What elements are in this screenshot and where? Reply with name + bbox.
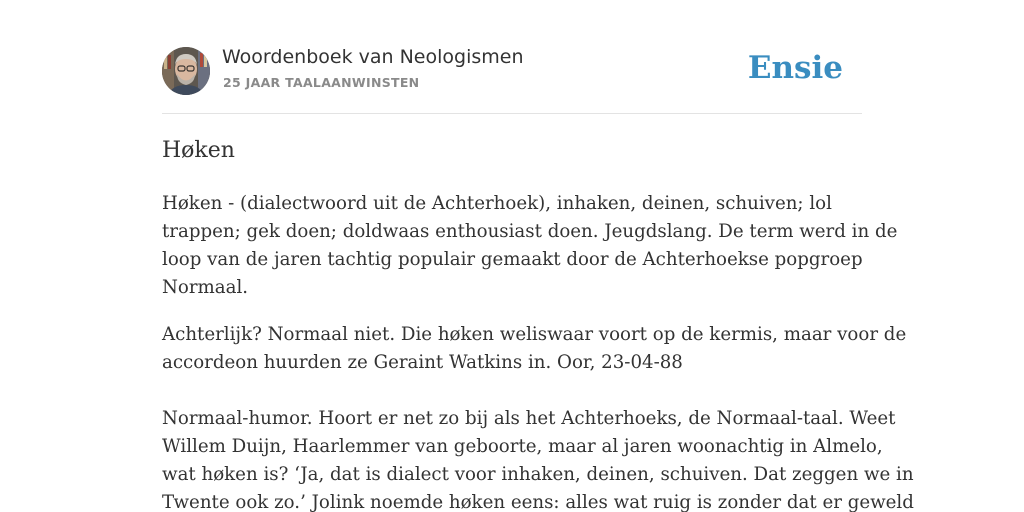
paragraph-line: accordeon huurden ze Geraint Watkins in. Oor, 23-04-88 [162,352,683,373]
content-container [162,0,914,512]
paragraph-line: Normaal-humor. Hoort er net zo bij als het Achterhoeks, de Normaal-taal. Weet [162,408,896,429]
paragraph-line: Twente ook zo.’ Jolink noemde høken eens: alles wat ruig is zonder dat er geweld [162,492,914,512]
author-name[interactable]: Woordenboek van Neologismen [222,46,524,68]
paragraph-line: loop van de jaren tachtig populair gemaakt door de Achterhoekse popgroep [162,249,863,270]
entry-definition-paragraph [162,190,898,302]
entry-quote-paragraph [162,321,907,377]
paragraph-line: wat høken is? ‘Ja, dat is dialect voor inhaken, deinen, schuiven. Dat zeggen we in [162,464,914,485]
author-avatar[interactable] [162,47,210,95]
paragraph-line: trappen; gek doen; doldwaas enthousiast doen. Jeugdslang. De term werd in de [162,221,898,242]
paragraph-line: Normaal. [162,277,249,298]
ensie-logo-link[interactable]: Ensie [747,50,843,86]
entry-quote-paragraph [162,405,914,512]
avatar-portrait-icon [162,47,210,95]
page-header [162,0,862,114]
paragraph-line: Willem Duijn, Haarlemmer van geboorte, maar al jaren woonachtig in Almelo, [162,436,883,457]
author-subtitle: 25 JAAR TAALAANWINSTEN [223,75,420,90]
entry-title: Høken [162,138,235,163]
paragraph-line: Høken - (dialectwoord uit de Achterhoek), inhaken, deinen, schuiven; lol [162,193,832,214]
paragraph-line: Achterlijk? Normaal niet. Die høken weliswaar voort op de kermis, maar voor de [162,324,907,345]
